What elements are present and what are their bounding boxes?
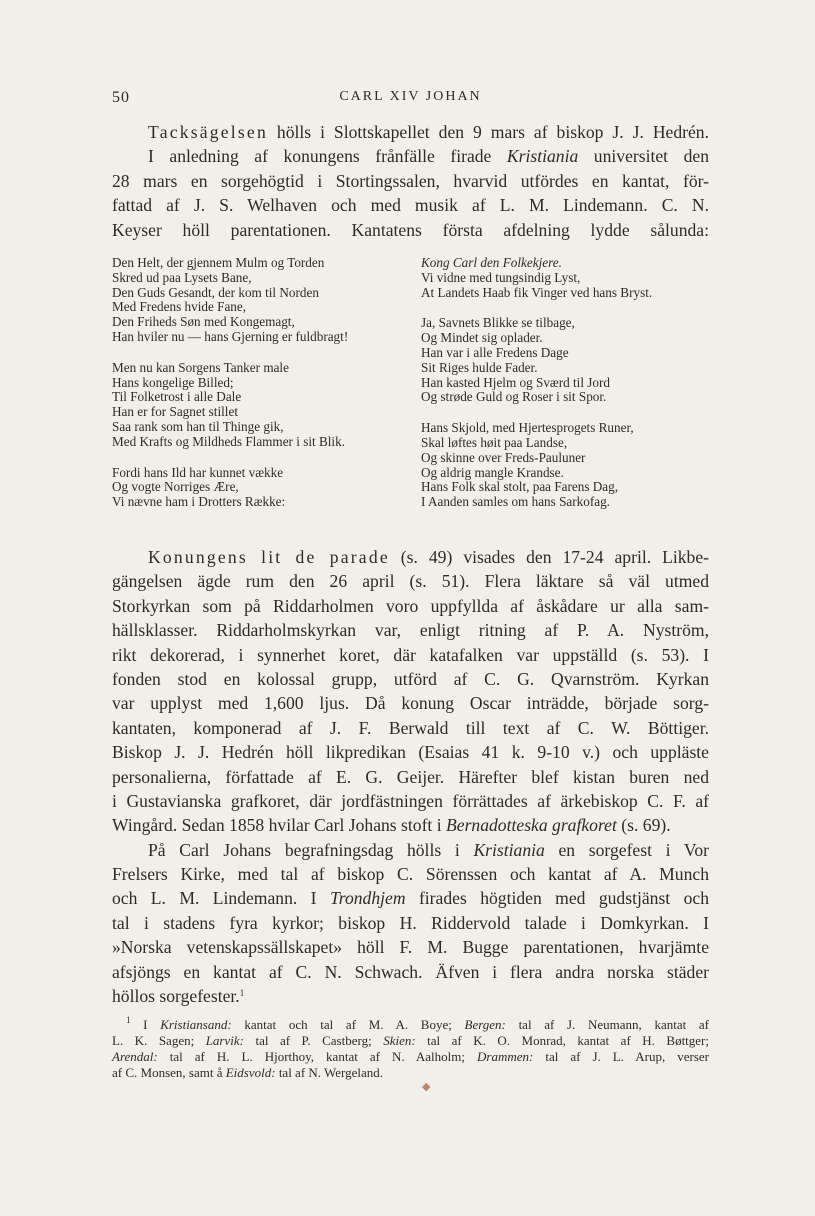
text-line: personalierna, författade af E. G. Geijer. Härefter blef kistan buren ned <box>112 766 709 787</box>
text-line: var upplyst med 1,600 ljus. Då konung Oscar inträdde, började sorg- <box>112 693 709 714</box>
poem-line: Til Folketrost i alle Dale <box>112 389 242 405</box>
text-line: »Norska vetenskapssällskapet» höll F. M. Bugge parentationen, hvarjämte <box>112 937 709 958</box>
text-line: hällsklasser. Riddarholmskyrkan var, enligt ritning af P. A. Nyström, <box>112 620 709 641</box>
poem-line: Skred ud paa Lysets Bane, <box>112 269 252 285</box>
footnote-line: L. K. Sagen; Larvik: tal af P. Castberg; Skien: tal af K. O. Monrad, kantat af H. Bøttger; <box>112 1033 709 1048</box>
poem-line: Han er for Sagnet stillet <box>112 404 238 420</box>
poem-line: Og strøde Guld og Roser i sit Spor. <box>421 389 607 405</box>
text-line: Konungens lit de parade (s. 49) visades den 17-24 april. Likbe- <box>148 547 709 567</box>
footnote-line: af C. Monsen, samt å Eidsvold: tal af N. Wergeland. <box>112 1065 384 1080</box>
text-line: höllos sorgefester.$^1$ <box>112 986 245 1007</box>
text-line: rikt dekorerad, i synnerhet koret, där katafalken var uppställd (s. 53). I <box>112 644 709 665</box>
poem-line: Den Friheds Søn med Kongemagt, <box>112 314 295 330</box>
poem-line: Vi nævne ham i Drotters Række: <box>112 494 286 510</box>
poem-left-column <box>112 256 348 510</box>
poem-line: Hans Skjold, med Hjertesprogets Runer, <box>421 420 634 436</box>
text-line: tal i stadens fyra kyrkor; biskop H. Riddervold talade i Domkyrkan. I <box>112 912 709 933</box>
poem-line: At Landets Haab fik Vinger ved hans Bryst. <box>421 284 653 300</box>
text-line: Biskop J. J. Hedrén höll likpredikan (Esaias 41 k. 9-10 v.) och uppläste <box>112 742 709 763</box>
footnote-line: Arendal: tal af H. L. Hjorthoy, kantat af N. Aalholm; Drammen: tal af J. L. Arup, verser <box>112 1049 709 1064</box>
text-line: fonden stod en kolossal grupp, utförd af C. G. Qvarnström. Kyrkan <box>112 668 709 689</box>
text-line: Wingård. Sedan 1858 hvilar Carl Johans stoft i Bernadotteska grafkoret (s. 69). <box>112 815 671 836</box>
text-line: och L. M. Lindemann. I Trondhjem firades högtiden med gudstjänst och <box>112 888 709 909</box>
poem-line: Fordi hans Ild har kunnet vække <box>112 464 284 480</box>
poem-line: I Aanden samles om hans Sarkofag. <box>421 494 610 510</box>
text-line: afsjöngs en kantat af C. N. Schwach. Äfven i flera andra norska städer <box>112 961 709 982</box>
poem-line: Med Krafts og Mildheds Flammer i sit Blik. <box>112 433 345 449</box>
footnote-ref: 1 <box>239 988 245 999</box>
poem-line: Med Fredens hvide Fane, <box>112 299 247 315</box>
text-line: I anledning af konungens frånfälle firade Kristiania universitet den <box>148 146 709 167</box>
poem-line: Ja, Savnets Blikke se tilbage, <box>421 315 575 331</box>
poem-line: Sit Riges hulde Fader. <box>421 359 538 375</box>
poem-line: Han var i alle Fredens Dage <box>421 344 569 360</box>
page-number: 50 <box>112 89 130 106</box>
poem-line: Og vogte Norriges Ære, <box>112 479 239 495</box>
text-line: Storkyrkan som på Riddarholmen voro uppfyllda af åskådare ur alla sam- <box>112 595 709 616</box>
footnote-line: $^1$ I Kristiansand: kantat och tal af M. A. Boye; Bergen: tal af J. Neumann, kantat af <box>126 1015 709 1032</box>
text-line: Keyser höll parentationen. Kantatens första afdelning lydde sålunda: <box>112 219 709 240</box>
poem-line: Og skinne over Freds-Pauluner <box>421 449 586 465</box>
poem-line: Kong Carl den Folkekjere. <box>421 255 562 270</box>
poem-line: Den Guds Gesandt, der kom til Norden <box>112 284 319 300</box>
poem-line: Den Helt, der gjennem Mulm og Torden <box>112 255 325 270</box>
text-line: Frelsers Kirke, med tal af biskop C. Sörenssen och kantat af A. Munch <box>112 864 709 885</box>
footnote <box>112 1017 709 1081</box>
poem-line: Vi vidne med tungsindig Lyst, <box>421 269 581 285</box>
poem-right-column <box>421 256 652 510</box>
poem-line: Og aldrig mangle Krandse. <box>421 464 564 480</box>
text-line: fattad af J. S. Welhaven och med musik af L. M. Lindemann. C. N. <box>112 195 709 216</box>
text-line: 28 mars en sorgehögtid i Stortingssalen, hvarvid utfördes en kantat, för- <box>112 170 709 191</box>
running-title: CARL XIV JOHAN <box>339 89 482 104</box>
poem-line: Han hviler nu — hans Gjerning er fuldbragt! <box>112 328 349 344</box>
ink-mark: ◆ <box>422 1081 431 1093</box>
text-line: Tacksägelsen hölls i Slottskapellet den 9 mars af biskop J. J. Hedrén. <box>148 122 709 142</box>
text-line: gängelsen ägde rum den 26 april (s. 51). Flera läktare så väl utmed <box>112 571 709 592</box>
text-line: kantaten, komponerad af J. F. Berwald till text af C. W. Böttiger. <box>112 717 709 738</box>
poem-line: Saa rank som han til Thinge gik, <box>112 418 284 434</box>
poem-line: Men nu kan Sorgens Tanker male <box>112 359 289 375</box>
text-line: På Carl Johans begrafningsdag hölls i Kristiania en sorgefest i Vor <box>148 839 709 860</box>
poem-line: Han kasted Hjelm og Sværd til Jord <box>421 374 611 390</box>
intro-paragraph <box>112 120 709 242</box>
text-line: i Gustavianska grafkoret, där jordfästningen förrättades af ärkebiskop C. F. af <box>112 790 709 811</box>
poem-line: Skal løftes høit paa Landse, <box>421 434 568 450</box>
poem-line: Og Mindet sig oplader. <box>421 330 543 346</box>
poem-line: Hans Folk skal stolt, paa Farens Dag, <box>421 479 619 495</box>
poem-line: Hans kongelige Billed; <box>112 374 234 390</box>
page-header <box>112 89 709 111</box>
main-paragraph <box>112 545 709 1008</box>
